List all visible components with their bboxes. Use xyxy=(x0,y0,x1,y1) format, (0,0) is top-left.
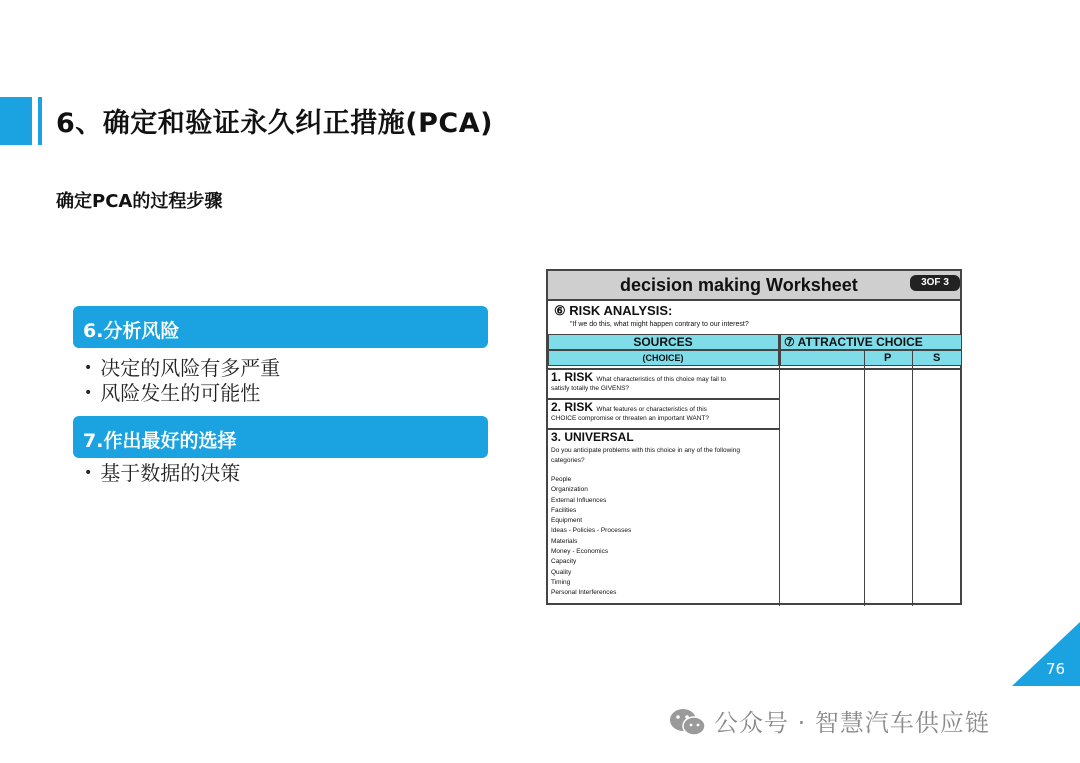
category-item: Capacity xyxy=(551,558,577,566)
category-item: Organization xyxy=(551,486,588,494)
watermark-text: 公众号 · 智慧汽车供应链 xyxy=(714,709,990,737)
category-item: Facilities xyxy=(551,506,577,514)
divider xyxy=(864,350,865,606)
step-analyze-risk: 6.分析风险 xyxy=(73,306,488,348)
category-item: Materials xyxy=(551,537,578,545)
risk-2-description: CHOICE compromise or threaten an important WANT? xyxy=(551,415,709,422)
risk-1-description: satisfy totally the GIVENS? xyxy=(551,385,630,392)
category-item: Equipment xyxy=(551,517,583,525)
worksheet-title: decision making Worksheet xyxy=(620,275,858,295)
divider xyxy=(779,334,780,606)
sources-header: SOURCES xyxy=(633,335,693,349)
category-item: Personal Interferences xyxy=(551,589,617,597)
universal-heading: 3. UNIVERSAL xyxy=(551,430,634,444)
divider xyxy=(912,350,913,606)
decision-worksheet-image xyxy=(546,269,962,605)
category-item: Ideas - Policies - Processes xyxy=(551,527,632,535)
category-list xyxy=(551,475,631,599)
risk-2-heading: 2. RISK What features or characteristics of this xyxy=(551,400,707,414)
title-accent-bar xyxy=(0,97,32,145)
step-2-bullet-list xyxy=(84,461,240,486)
step-best-choice: 7.作出最好的选择 xyxy=(73,416,488,458)
category-item: Money - Economics xyxy=(551,548,609,556)
bullet-item: • 基于数据的决策 xyxy=(84,461,241,485)
title-accent-line xyxy=(38,97,42,145)
bullet-item: • 决定的风险有多严重 xyxy=(84,356,281,380)
bullet-item: • 风险发生的可能性 xyxy=(84,381,261,405)
watermark xyxy=(668,703,990,738)
category-item: External Influences xyxy=(551,496,607,504)
risk-analysis-heading: ⑥ RISK ANALYSIS: xyxy=(554,303,673,318)
slide-title: 6、确定和验证永久纠正措施(PCA) xyxy=(56,108,493,139)
choice-header: (CHOICE) xyxy=(642,353,684,363)
wechat-icon xyxy=(668,707,706,737)
p-header: P xyxy=(884,352,892,364)
page-number: 76 xyxy=(1046,660,1066,678)
worksheet-header xyxy=(548,271,960,301)
category-item: Quality xyxy=(551,568,572,576)
category-item: Timing xyxy=(551,578,571,586)
worksheet-page-badge: 3OF 3 xyxy=(910,275,960,291)
risk-analysis-question: "If we do this, what might happen contrary to our interest? xyxy=(570,321,749,328)
universal-description: Do you anticipate problems with this choice in any of the following categories? xyxy=(551,447,740,464)
category-item: People xyxy=(551,476,572,483)
slide-subtitle: 确定PCA的过程步骤 xyxy=(56,191,223,212)
s-header: S xyxy=(933,352,941,364)
risk-1-heading: 1. RISK What characteristics of this choice may fail to xyxy=(551,370,727,384)
attractive-choice-header: ⑦ ATTRACTIVE CHOICE xyxy=(784,335,923,349)
step-1-bullet-list xyxy=(84,356,280,406)
